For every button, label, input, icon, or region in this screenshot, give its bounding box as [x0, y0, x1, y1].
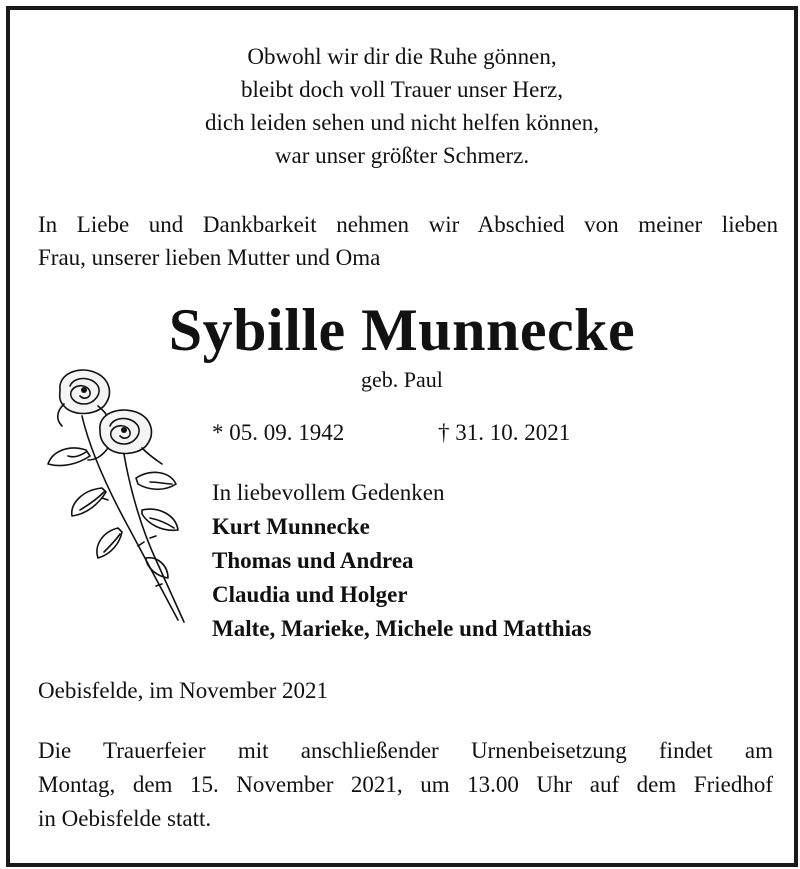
maiden-name: geb. Paul: [361, 367, 443, 392]
life-dates: [212, 417, 571, 449]
mourner-name: Kurt Munnecke: [212, 514, 370, 539]
mourners-heading: In liebevollem Gedenken: [212, 480, 445, 505]
mourner-name: Thomas und Andrea: [212, 548, 414, 573]
poem-line: bleibt doch voll Trauer unser Herz,: [241, 77, 563, 102]
poem-line: Obwohl wir dir die Ruhe gönnen,: [247, 44, 557, 69]
poem: [10, 40, 794, 172]
farewell-intro: [38, 208, 778, 274]
obituary-notice: [6, 6, 798, 867]
deceased-name: Sybille Munnecke: [168, 297, 636, 363]
ceremony-line: in Oebisfelde statt.: [38, 806, 212, 831]
rose-icon: [38, 360, 198, 630]
poem-line: dich leiden sehen und nicht helfen können,: [204, 110, 600, 135]
intro-line: Frau, unserer lieben Mutter und Oma: [38, 245, 381, 270]
place-date: Oebisfelde, im November 2021: [38, 678, 328, 703]
mourner-name: Malte, Marieke, Michele und Matthias: [212, 616, 592, 641]
ceremony-line: Die Trauerfeier mit anschließender Urnenbeisetzung findet am: [38, 738, 773, 763]
mourner-name: Claudia und Holger: [212, 582, 408, 607]
ceremony-info: [38, 734, 773, 836]
mourners-block: [212, 476, 591, 646]
poem-line: war unser größter Schmerz.: [274, 143, 530, 168]
death-date: † 31. 10. 2021: [438, 420, 571, 445]
ceremony-line: Montag, dem 15. November 2021, um 13.00 Uhr auf dem Friedhof: [38, 772, 773, 797]
birth-date: * 05. 09. 1942: [212, 420, 345, 445]
intro-line: In Liebe und Dankbarkeit nehmen wir Abschied von meiner lieben: [38, 212, 778, 237]
